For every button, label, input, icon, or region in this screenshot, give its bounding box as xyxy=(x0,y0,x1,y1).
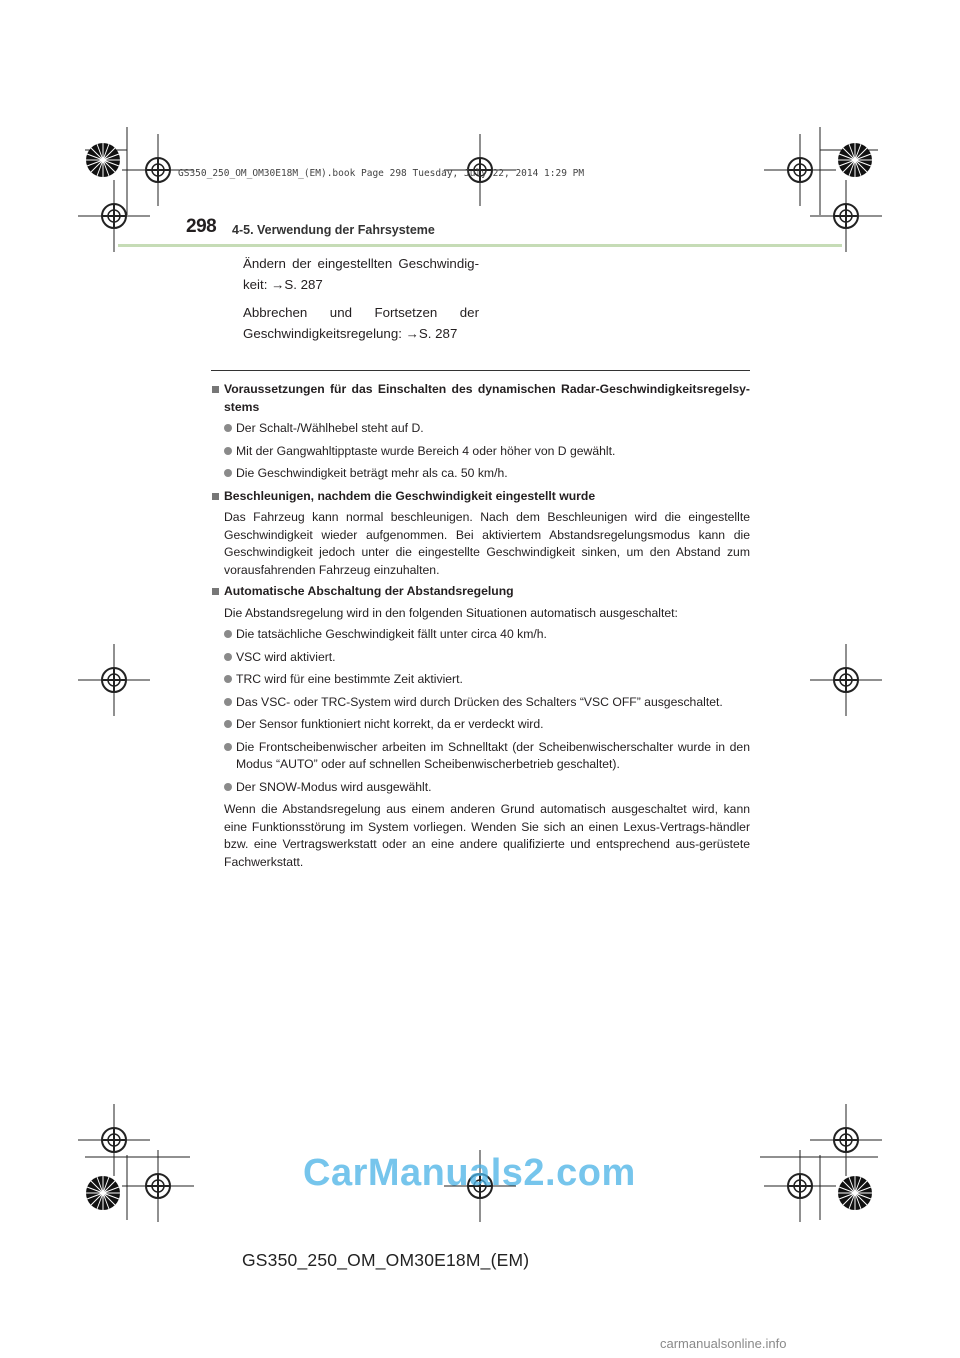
main-content xyxy=(211,378,750,875)
list-item: Die Geschwindigkeit beträgt mehr als ca. 50 km/h. xyxy=(211,465,750,483)
list-item: Die tatsächliche Geschwindigkeit fällt unter circa 40 km/h. xyxy=(211,626,750,644)
note-ref: keit: →S. 287 xyxy=(243,277,323,292)
section-paragraph: Die Abstandsregelung wird in den folgenden Situationen automatisch ausgeschaltet: xyxy=(224,605,678,620)
watermark-logo: CarManuals2.com xyxy=(303,1152,636,1194)
list-item: Der SNOW-Modus wird ausgewählt. xyxy=(211,779,750,797)
list-item: VSC wird aktiviert. xyxy=(211,649,750,667)
list-item: Die Frontscheibenwischer arbeiten im Schnelltakt (der Scheibenwischerschalter wurde in den Modus “AUTO” oder auf schnellen Scheibenwischerbetrieb geschaltet). xyxy=(211,739,750,774)
section-paragraph: Das Fahrzeug kann normal beschleunigen. Nach dem Beschleunigen wird die eingestellte Geschwindigkeit wieder aufgenommen. Bei aktiviertem Abstandsregelungsmodus kann die Geschwindigkeit jedoch unter die eingestellte Geschwindigkeit sinken, um den Abstand zum vorausfahrenden Fahrzeug einzuhalten. xyxy=(224,510,750,577)
list-item: Mit der Gangwahltipptaste wurde Bereich 4 oder höher von D gewählt. xyxy=(211,443,750,461)
header-rule xyxy=(118,244,842,247)
section-title: 4-5. Verwendung der Fahrsysteme xyxy=(232,223,435,237)
section-heading: Beschleunigen, nachdem die Geschwindigkeit eingestellt wurde xyxy=(211,488,750,506)
list-item: TRC wird für eine bestimmte Zeit aktiviert. xyxy=(211,671,750,689)
note-cancel-resume xyxy=(243,302,479,344)
footer-code: GS350_250_OM_OM30E18M_(EM) xyxy=(242,1250,530,1270)
note-ref: Geschwindigkeitsregelung: →S. 287 xyxy=(243,326,458,341)
section-heading: Automatische Abschaltung der Abstandsregelung xyxy=(211,583,750,601)
list-item: Der Schalt-/Wählhebel steht auf D. xyxy=(211,420,750,438)
section-closing: Wenn die Abstandsregelung aus einem anderen Grund automatisch ausgeschaltet wird, kann eine Funktionsstörung im System vorliegen. Wenden Sie sich an einen Lexus-Vertrags-händler bzw. eine Vertragswerkstatt oder an eine andere qualifizierte und entsprechend aus-gerüstete Fachwerkstatt. xyxy=(224,802,750,869)
list-item: Der Sensor funktioniert nicht korrekt, da er verdeckt wird. xyxy=(211,716,750,734)
page-number: 298 xyxy=(186,216,217,237)
list-item: Das VSC- oder TRC-System wird durch Drücken des Schalters “VSC OFF” ausgeschaltet. xyxy=(211,694,750,712)
note-text: Abbrechen und Fortsetzen der xyxy=(243,305,479,320)
note-change-speed xyxy=(243,253,479,295)
note-text: Ändern der eingestellten Geschwindig- xyxy=(243,256,479,271)
content-rule xyxy=(211,370,750,371)
section-heading: Voraussetzungen für das Einschalten des dynamischen Radar-Geschwindigkeitsregelsy-stems xyxy=(211,381,750,416)
print-stamp: GS350_250_OM_OM30E18M_(EM).book Page 298 Tuesday, July 22, 2014 1:29 PM xyxy=(178,168,585,179)
watermark-site: carmanualsonline.info xyxy=(660,1336,787,1351)
